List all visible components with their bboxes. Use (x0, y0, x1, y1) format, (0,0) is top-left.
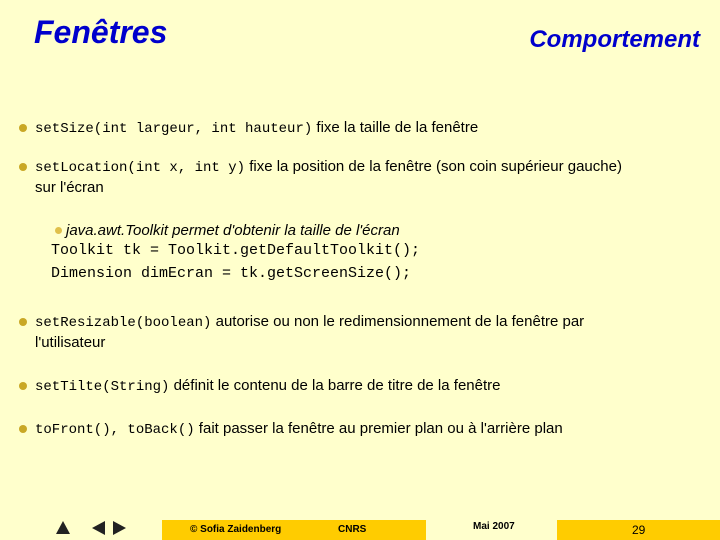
bullet-icon (19, 318, 27, 326)
bullet-icon (19, 163, 27, 171)
method-code: setLocation(int x, int y) (35, 160, 246, 176)
method-description: définit le contenu de la barre de titre de la fenêtre (169, 377, 501, 394)
method-description-cont: sur l'écran (35, 179, 104, 196)
page-title: Fenêtres (34, 14, 168, 50)
code-snippet-2: Dimension dimEcran = tk.getScreenSize(); (51, 265, 412, 282)
method-description: fixe la taille de la fenêtre (312, 119, 479, 136)
method-description: fait passer la fenêtre au premier plan ou à l'arrière plan (194, 420, 563, 437)
bullet-icon (55, 227, 62, 234)
bullet-icon (19, 425, 27, 433)
method-code: setSize(int largeur, int hauteur) (35, 121, 313, 137)
footer-page-box (557, 520, 720, 540)
method-code: setTilte(String) (35, 379, 170, 395)
page-number: 29 (632, 523, 646, 537)
bullet-icon (19, 124, 27, 132)
footer (0, 518, 720, 540)
footer-date-box (440, 520, 550, 540)
bullet-icon (19, 382, 27, 390)
footer-date: Mai 2007 (473, 521, 515, 532)
method-description: fixe la position de la fenêtre (son coin supérieur gauche) (245, 158, 622, 175)
method-description: autorise ou non le redimensionnement de la fenêtre par (211, 313, 585, 330)
nav-up-icon[interactable] (56, 521, 70, 534)
method-code: toFront(), toBack() (35, 422, 195, 438)
nav-next-icon[interactable] (113, 521, 126, 535)
sub-description: java.awt.Toolkit permet d'obtenir la taille de l'écran (66, 222, 400, 239)
method-description-cont: l'utilisateur (35, 334, 106, 351)
method-code: setResizable(boolean) (35, 315, 212, 331)
code-snippet-1: Toolkit tk = Toolkit.getDefaultToolkit(); (51, 242, 421, 259)
nav-prev-icon[interactable] (92, 521, 105, 535)
section-title: Comportement (529, 26, 700, 53)
footer-author: © Sofia Zaidenberg (190, 524, 282, 535)
footer-credits (162, 520, 426, 540)
footer-org: CNRS (338, 524, 367, 535)
